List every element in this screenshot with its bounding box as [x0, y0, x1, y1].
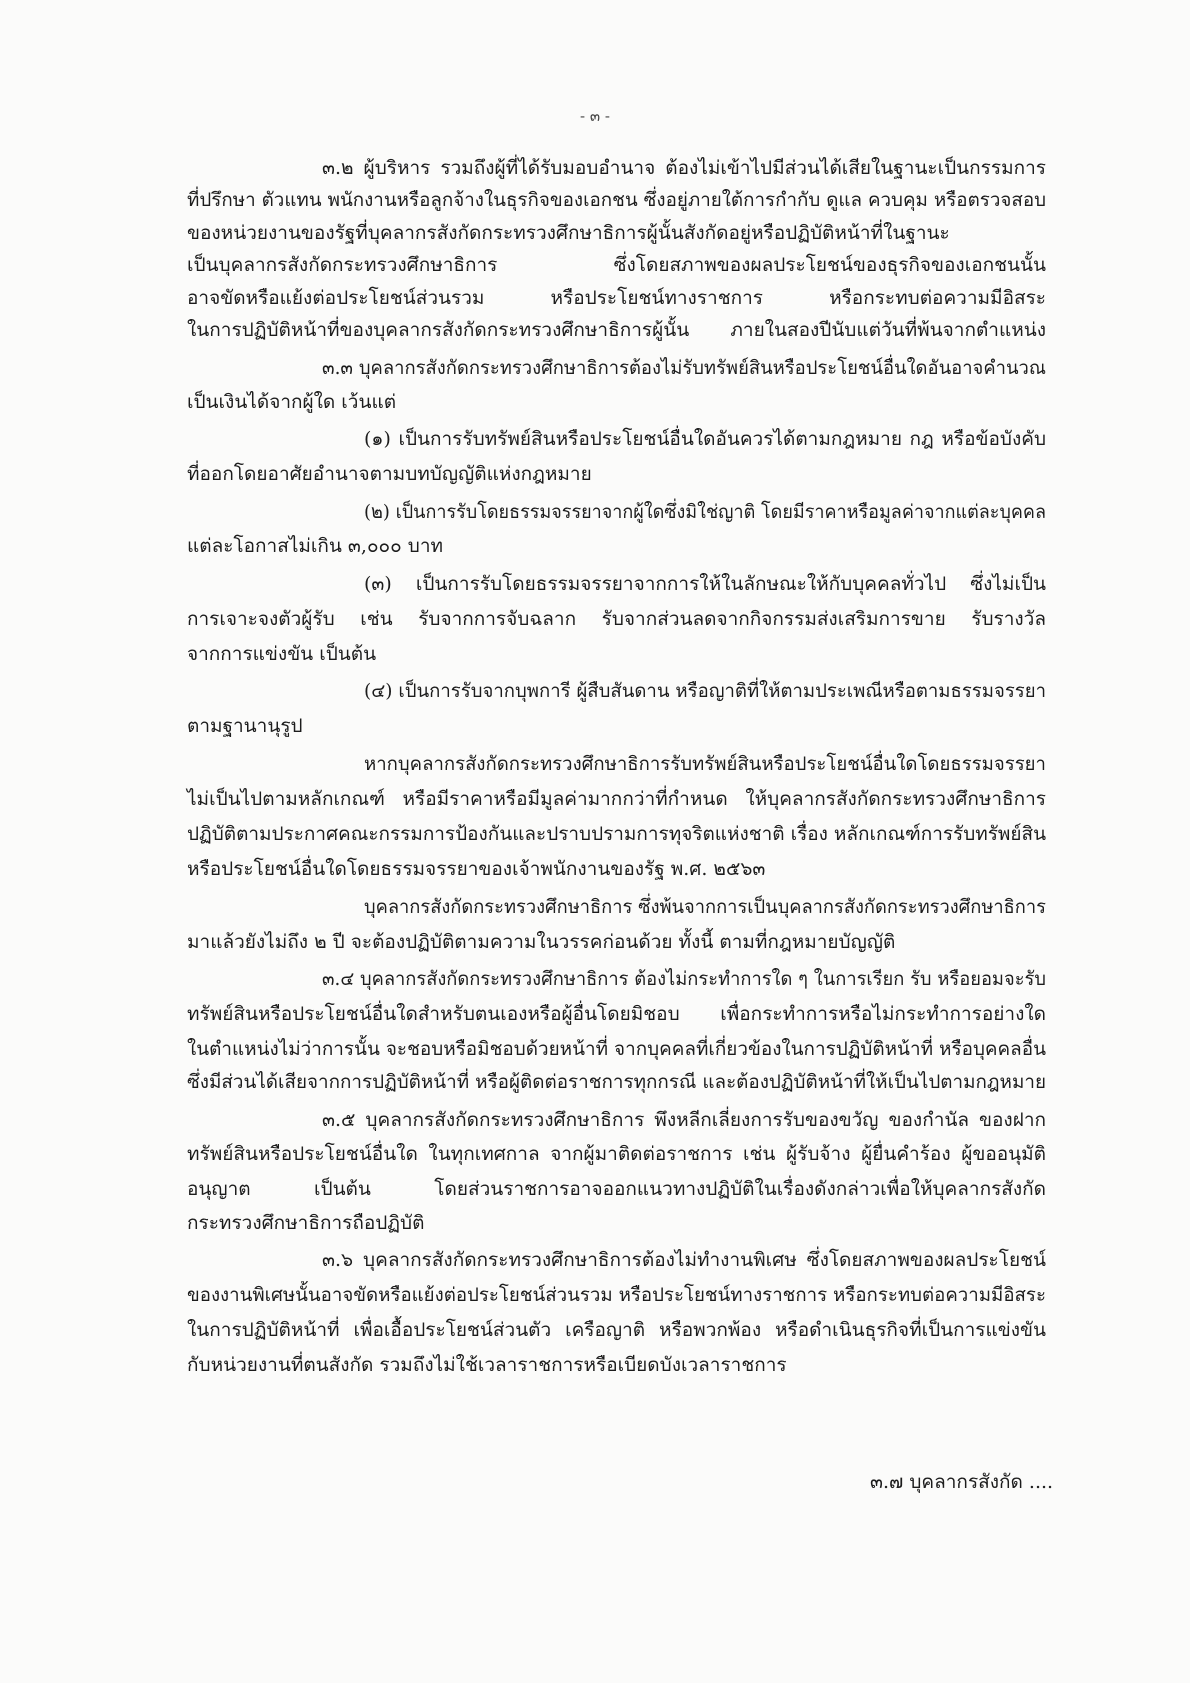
paragraph-line: มาแล้วยังไม่ถึง ๒ ปี จะต้องปฏิบัติตามความในวรรคก่อนด้วย ทั้งนี้ ตามที่กฎหมายบัญญัติ [187, 931, 896, 953]
page-number: - ๓ - [580, 107, 610, 125]
section-3-6-line: ๓.๖ บุคลากรสังกัดกระทรวงศึกษาธิการต้องไม่ทำงานพิเศษ ซึ่งโดยสภาพของผลประโยชน์ [322, 1249, 1046, 1271]
section-3-3-item-3-line: (๓) เป็นการรับโดยธรรมจรรยาจากการให้ในลักษณะให้กับบุคคลทั่วไป ซึ่งไม่เป็น [364, 573, 1047, 595]
section-3-6-line: กับหน่วยงานที่ตนสังกัด รวมถึงไม่ใช้เวลาราชการหรือเบียดบังเวลาราชการ [187, 1354, 787, 1376]
section-3-6-line: ของงานพิเศษนั้นอาจขัดหรือแย้งต่อประโยชน์ส่วนรวม หรือประโยชน์ทางราชการ หรือกระทบต่อความมีอิสระ [187, 1284, 1046, 1306]
section-3-3-line: ๓.๓ บุคลากรสังกัดกระทรวงศึกษาธิการต้องไม่รับทรัพย์สินหรือประโยชน์อื่นใดอันอาจคำนวณ [322, 357, 1046, 379]
section-3-4-line: ซึ่งมีส่วนได้เสียจากการปฏิบัติหน้าที่ หรือผู้ติดต่อราชการทุกกรณี และต้องปฏิบัติหน้าที่ให้เป็นไปตามกฎหมาย [187, 1071, 1046, 1093]
section-3-3-item-1-line: ที่ออกโดยอาศัยอำนาจตามบทบัญญัติแห่งกฎหมาย [187, 463, 592, 485]
section-3-2-line: ๓.๒ ผู้บริหาร รวมถึงผู้ที่ได้รับมอบอำนาจ ต้องไม่เข้าไปมีส่วนได้เสียในฐานะเป็นกรรมการ [322, 157, 1046, 179]
section-3-2-line: ของหน่วยงานของรัฐที่บุคลากรสังกัดกระทรวงศึกษาธิการผู้นั้นสังกัดอยู่หรือปฏิบัติหน้าที่ในฐานะ [187, 222, 950, 244]
paragraph-line: บุคลากรสังกัดกระทรวงศึกษาธิการ ซึ่งพ้นจากการเป็นบุคลากรสังกัดกระทรวงศึกษาธิการ [364, 896, 1046, 918]
paragraph-line: หากบุคลากรสังกัดกระทรวงศึกษาธิการรับทรัพย์สินหรือประโยชน์อื่นใดโดยธรรมจรรยา [364, 753, 1046, 775]
section-3-4-line: ๓.๔ บุคลากรสังกัดกระทรวงศึกษาธิการ ต้องไม่กระทำการใด ๆ ในการเรียก รับ หรือยอมจะรับ [322, 968, 1046, 990]
section-3-6-line: ในการปฏิบัติหน้าที่ เพื่อเอื้อประโยชน์ส่วนตัว เครือญาติ หรือพวกพ้อง หรือดำเนินธุรกิจที่เป็นการแข่งขัน [187, 1319, 1047, 1341]
section-3-5-line: อนุญาต เป็นต้น โดยส่วนราชการอาจออกแนวทางปฏิบัติในเรื่องดังกล่าวเพื่อให้บุคลากรสังกัด [187, 1178, 1047, 1200]
paragraph-line: ปฏิบัติตามประกาศคณะกรรมการป้องกันและปราบปรามการทุจริตแห่งชาติ เรื่อง หลักเกณฑ์การรับทรัพย์สิน [187, 823, 1047, 845]
section-3-3-item-4-line: ตามฐานานุรูป [187, 715, 303, 737]
paragraph-line: ไม่เป็นไปตามหลักเกณฑ์ หรือมีราคาหรือมีมูลค่ามากกว่าที่กำหนด ให้บุคลากรสังกัดกระทรวงศึกษาธิการ [187, 788, 1046, 810]
section-3-2-line: ที่ปรึกษา ตัวแทน พนักงานหรือลูกจ้างในธุรกิจของเอกชน ซึ่งอยู่ภายใต้การกำกับ ดูแล ควบคุม หรือตรวจสอบ [187, 189, 1047, 211]
section-3-2-line: อาจขัดหรือแย้งต่อประโยชน์ส่วนรวม หรือประโยชน์ทางราชการ หรือกระทบต่อความมีอิสระ [187, 287, 1046, 309]
section-3-3-line: เป็นเงินได้จากผู้ใด เว้นแต่ [187, 391, 397, 413]
section-3-3-item-4-line: (๔) เป็นการรับจากบุพการี ผู้สืบสันดาน หรือญาติที่ให้ตามประเพณีหรือตามธรรมจรรยา [364, 680, 1047, 702]
section-3-5-line: ทรัพย์สินหรือประโยชน์อื่นใด ในทุกเทศกาล จากผู้มาติดต่อราชการ เช่น ผู้รับจ้าง ผู้ยื่นคำร้อง ผู้ขออนุมัติ [187, 1143, 1046, 1165]
section-3-3-item-2-line: (๒) เป็นการรับโดยธรรมจรรยาจากผู้ใดซึ่งมิใช่ญาติ โดยมีราคาหรือมูลค่าจากแต่ละบุคคล [364, 501, 1046, 523]
section-3-5-line: กระทรวงศึกษาธิการถือปฏิบัติ [187, 1212, 425, 1234]
section-3-3-item-3-line: จากการแข่งขัน เป็นต้น [187, 643, 377, 665]
continuation-text: ๓.๗ บุคลากรสังกัด .... [870, 1471, 1054, 1493]
section-3-2-line: ในการปฏิบัติหน้าที่ของบุคลากรสังกัดกระทรวงศึกษาธิการผู้นั้น ภายในสองปีนับแต่วันที่พ้นจากตำแหน่ง [187, 319, 1046, 341]
section-3-3-item-3-line: การเจาะจงตัวผู้รับ เช่น รับจากการจับฉลาก รับจากส่วนลดจากกิจกรรมส่งเสริมการขาย รับรางวัล [187, 608, 1046, 630]
section-3-3-item-2-line: แต่ละโอกาสไม่เกิน ๓,๐๐๐ บาท [187, 535, 444, 557]
section-3-3-item-1-line: (๑) เป็นการรับทรัพย์สินหรือประโยชน์อื่นใดอันควรได้ตามกฎหมาย กฎ หรือข้อบังคับ [364, 428, 1047, 450]
paragraph-line: หรือประโยชน์อื่นใดโดยธรรมจรรยาของเจ้าพนักงานของรัฐ พ.ศ. ๒๕๖๓ [187, 858, 766, 880]
section-3-2-line: เป็นบุคลากรสังกัดกระทรวงศึกษาธิการ ซึ่งโดยสภาพของผลประโยชน์ของธุรกิจของเอกชนนั้น [187, 254, 1046, 276]
section-3-4-line: ในตำแหน่งไม่ว่าการนั้น จะชอบหรือมิชอบด้วยหน้าที่ จากบุคคลที่เกี่ยวข้องในการปฏิบัติหน้าที่ หรือบุคคลอื่น [187, 1038, 1047, 1060]
section-3-5-line: ๓.๕ บุคลากรสังกัดกระทรวงศึกษาธิการ พึงหลีกเลี่ยงการรับของขวัญ ของกำนัล ของฝาก [322, 1109, 1047, 1131]
section-3-4-line: ทรัพย์สินหรือประโยชน์อื่นใดสำหรับตนเองหรือผู้อื่นโดยมิชอบ เพื่อกระทำการหรือไม่กระทำการอย่างใด [187, 1003, 1046, 1025]
